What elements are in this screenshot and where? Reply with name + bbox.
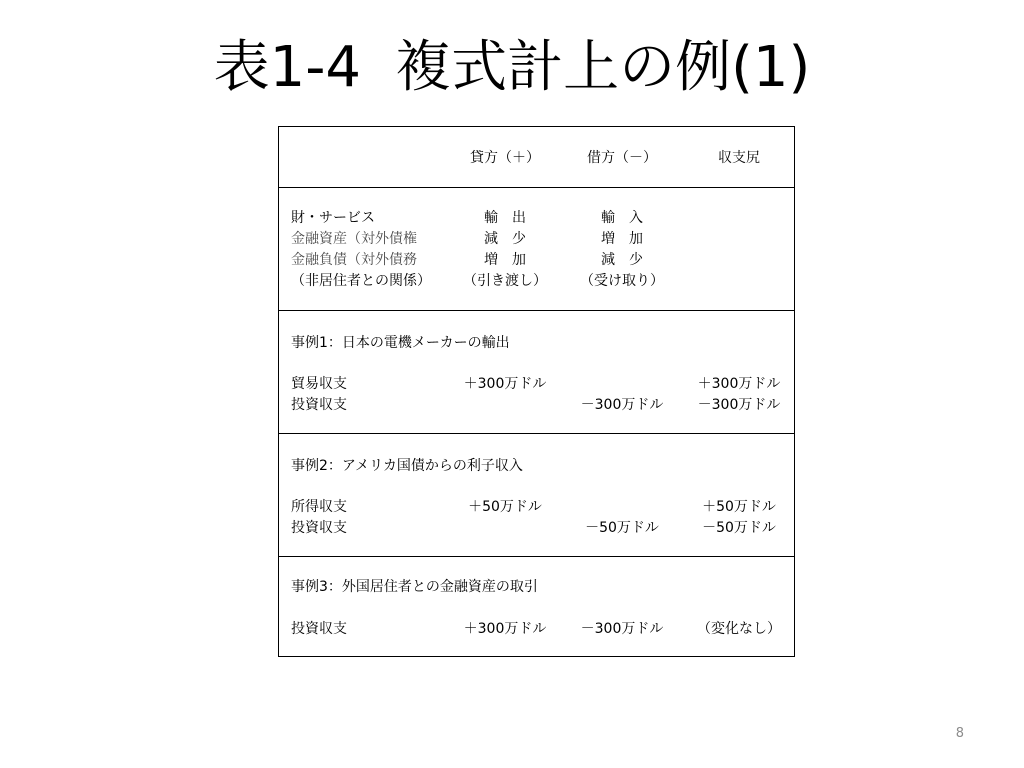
definition-credit: （引き渡し）	[463, 273, 547, 289]
row-debit: －50万ドル	[585, 520, 659, 536]
definitions-section	[279, 188, 794, 310]
row-label: 投資収支	[291, 520, 347, 536]
definition-debit: （受け取り）	[580, 273, 664, 289]
example-3-section	[279, 557, 794, 657]
row-balance: ＋50万ドル	[702, 499, 776, 515]
definition-debit: 減 少	[601, 252, 643, 268]
row-balance: －50万ドル	[702, 520, 776, 536]
example-heading: 事例1：日本の電機メーカーの輸出	[291, 335, 510, 351]
definition-label: 金融資産（対外債権	[291, 231, 417, 247]
row-debit: －300万ドル	[580, 621, 664, 637]
row-balance: －300万ドル	[697, 397, 781, 413]
table-label: 表1-4	[213, 35, 362, 100]
table-header	[279, 127, 794, 187]
definition-credit: 輸 出	[484, 210, 526, 226]
definition-credit: 減 少	[484, 231, 526, 247]
row-credit: ＋300万ドル	[463, 621, 547, 637]
definition-debit: 輸 入	[601, 210, 643, 226]
definition-debit: 増 加	[601, 231, 643, 247]
double-entry-table	[278, 126, 795, 657]
definition-label: 財・サービス	[291, 210, 375, 226]
definition-credit: 増 加	[484, 252, 526, 268]
row-label: 投資収支	[291, 397, 347, 413]
header-credit: 貸方（＋）	[470, 150, 540, 166]
definition-label: （非居住者との関係）	[291, 273, 431, 289]
example-1-section	[279, 311, 794, 433]
row-credit: ＋300万ドル	[463, 376, 547, 392]
row-credit: ＋50万ドル	[468, 499, 542, 515]
page-number: 8	[955, 726, 964, 741]
example-heading: 事例2：アメリカ国債からの利子収入	[291, 458, 523, 474]
header-balance: 収支尻	[718, 150, 760, 166]
row-label: 投資収支	[291, 621, 347, 637]
slide-title	[0, 30, 1024, 106]
example-2-section	[279, 434, 794, 556]
header-debit: 借方（－）	[587, 150, 657, 166]
title-text: 複式計上の例(1)	[395, 35, 811, 100]
row-label: 貿易収支	[291, 376, 347, 392]
row-debit: －300万ドル	[580, 397, 664, 413]
definition-label: 金融負債（対外債務	[291, 252, 417, 268]
example-heading: 事例3：外国居住者との金融資産の取引	[291, 579, 538, 595]
row-balance: （変化なし）	[697, 621, 781, 637]
row-label: 所得収支	[291, 499, 347, 515]
row-balance: ＋300万ドル	[697, 376, 781, 392]
